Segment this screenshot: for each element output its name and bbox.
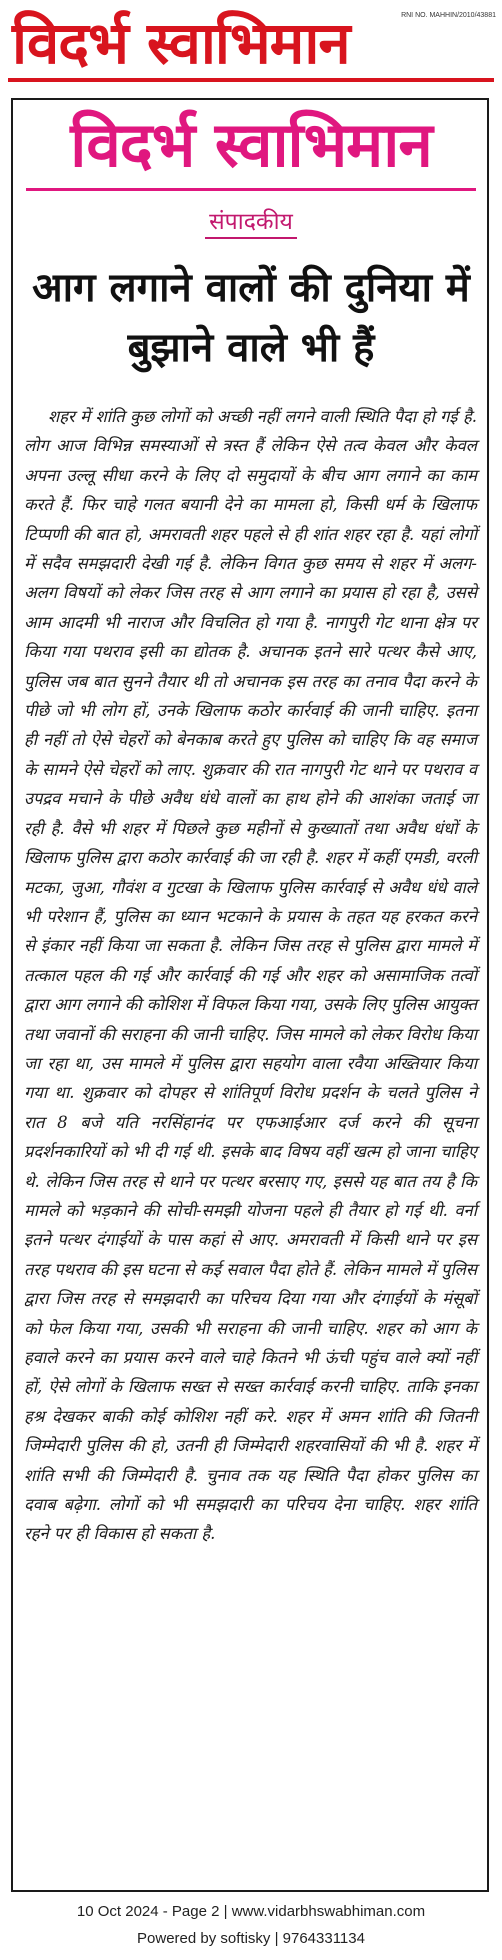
edition-divider bbox=[26, 188, 476, 191]
footer-credit-line: Powered by softisky | 9764331134 bbox=[137, 1930, 365, 1947]
footer-date-line[interactable]: 10 Oct 2024 - Page 2 | www.vidarbhswabhiman.com bbox=[76, 1903, 426, 1920]
section-label-text: संपादकीय bbox=[205, 209, 297, 239]
edition-title: विदर्भ स्वाभिमान bbox=[70, 108, 432, 181]
article-body: शहर में शांति कुछ लोगों को अच्छी नहीं लगने वाली स्थिति पैदा हो गई है. लोग आज विभिन्न समस्याओं से त्रस्त हैं लेकिन ऐसे तत्व केवल और केवल अपना उल्लू सीधा करने के लिए दो समुदायों के बीच आग लगाने का काम करते हैं. फिर चाहे गलत बयानी देने का मामला हो, किसी धर्म के खिलाफ टिप्पणी की बात हो, अमरावती शहर पहले से ही शांत शहर रहा है. यहां लोगों में सदैव समझदारी देखी गई है. लेकिन विगत कुछ समय से शहर में अलग-अलग विषयों को लेकर जिस तरह से आग लगाने का प्रयास हो रहा है, उससे आम आदमी भी नाराज और विचलित हो गया है. नागपुरी गेट थाना क्षेत्र पर किया गया पथराव इसी का द्योतक है. अचानक इतने सारे पत्थर कैसे आए, पुलिस जब बात सुनने तैयार थी तो अचानक इस तरह का तनाव पैदा करने के पीछे जो भी लोग हों, उनके खिलाफ कठोर कार्रवाई की जानी चाहिए. इतना ही नहीं तो ऐसे चेहरों को बेनकाब करते हुए पुलिस को चाहिए कि वह समाज के सामने ऐसे चेहरों को लाए. शुक्रवार की रात नागपुरी गेट थाने पर पथराव व उपद्रव मचाने के पीछे अवैध धंधे वालों का हाथ होने की आशंका जताई जा रही है. वैसे भी शहर में पिछले कुछ महीनों से कुख्यातों तथा अवैध धंधों के खिलाफ पुलिस द्वारा कठोर कार्रवाई की जा रही है. शहर में कहीं एमडी, वरली मटका, जुआ, गौवंश व गुटखा के खिलाफ पुलिस कार्रवाई से अवैध धंधे वाले भी परेशान हैं, पुलिस का ध्यान भटकाने के प्रयास के तहत यह हरकत करने से इंकार नहीं किया जा सकता है. लेकिन जिस तरह से पुलिस द्वारा मामले में तत्काल पहल की गई और कार्रवाई की गई और शहर को असामाजिक तत्वों द्वारा आग लगाने की कोशिश में विफल किया गया, उसके लिए पुलिस आयुक्त तथा जवानों की सराहना की जानी चाहिए. जिस मामले को लेकर विरोध किया जा रहा था, उस मामले में पुलिस द्वारा सहयोग वाला रवैया अख्तियार किया गया था. शुक्रवार को दोपहर से शांतिपूर्ण विरोध प्रदर्शन के चलते पुलिस ने रात 8 बजे यति नरसिंहानंद पर एफआईआर दर्ज करने की सूचना प्रदर्शनकारियों को भी दी गई थी. इसके बाद विषय वहीं खत्म हो जाना चाहिए थे. लेकिन जिस तरह से थाने पर पत्थर बरसाए गए, इससे यह बात तय है कि मामले को भड़काने की सोची-समझी योजना पहले ही तैयार हो गई थी. वर्ना इतने पत्थर दंगाईयों के पास कहां से आए. अमरावती में किसी थाने पर इस तरह पथराव की इस घटना से कई सवाल पैदा होते हैं. लेकिन मामले में पुलिस द्वारा जिस तरह से समझदारी का परिचय दिया गया और दंगाईयों के मंसूबों को फेल किया गया, उसकी भी सराहना की जानी चाहिए. शहर को आग के हवाले करने का प्रयास करने वाले चाहे कितने भी ऊंची पहुंच वाले क्यों नहीं हों, ऐसे लोगों के खिलाफ सख्त से सख्त कार्रवाई करनी चाहिए. ताकि इनका हश्र देखकर बाकी कोई कोशिश नहीं करे. शहर में अमन शांति की जितनी जिम्मेदारी पुलिस की हो, उतनी ही जिम्मेदारी शहरवासियों की भी है. शहर में शांति सभी की जिम्मेदारी है. चुनाव तक यह स्थिति पैदा होकर पुलिस का दवाब बढ़ेगा. लोगों को भी समझदारी का परिचय देना चाहिए. शहर शांति रहने पर ही विकास हो सकता है. bbox=[24, 407, 477, 1544]
registration-number: RNI NO. MAHHIN/2010/43881 bbox=[401, 12, 496, 19]
masthead-divider bbox=[8, 78, 494, 82]
section-label bbox=[0, 207, 502, 237]
article-headline: आग लगाने वालों की दुनिया में बुझाने वाले भी हैं bbox=[32, 264, 470, 371]
newspaper-logo: विदर्भ स्वाभिमान bbox=[12, 9, 350, 77]
newspaper-masthead bbox=[0, 0, 502, 98]
